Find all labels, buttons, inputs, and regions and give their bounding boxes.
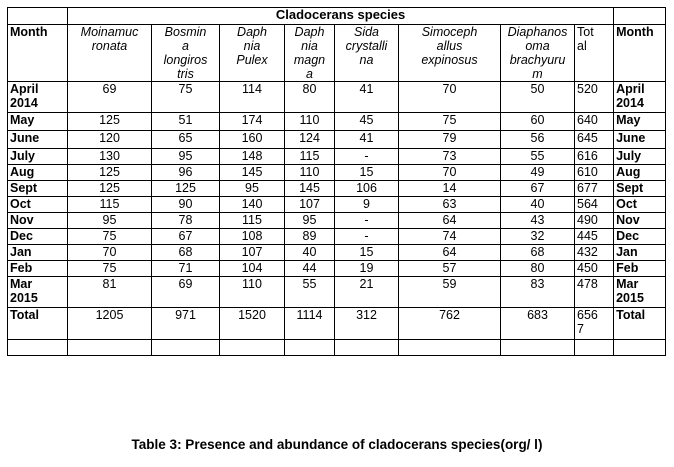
species-header	[68, 25, 152, 82]
value-cell: 312	[335, 308, 399, 340]
value-cell: 96	[152, 165, 220, 181]
empty-cell	[68, 340, 152, 356]
value-cell: 110	[285, 113, 335, 131]
value-cell: 19	[335, 261, 399, 277]
value-cell: -	[335, 213, 399, 229]
cell-line: magn	[293, 53, 326, 67]
value-cell: 148	[220, 149, 285, 165]
month-cell	[8, 197, 68, 213]
value-cell: 51	[152, 113, 220, 131]
value-cell: 120	[68, 131, 152, 149]
value-cell: 130	[68, 149, 152, 165]
cell-line: ronata	[91, 39, 128, 53]
group-title: Cladocerans species	[68, 8, 614, 25]
value-cell: 71	[152, 261, 220, 277]
corner-cell	[8, 8, 68, 25]
month-cell	[8, 245, 68, 261]
month-cell-right	[614, 197, 666, 213]
month-cell-right	[614, 261, 666, 277]
cell-line: Moinamuc	[80, 25, 139, 39]
value-cell: 49	[501, 165, 575, 181]
value-cell: 115	[68, 197, 152, 213]
value-cell: 75	[68, 229, 152, 245]
value-cell: 44	[285, 261, 335, 277]
empty-cell	[152, 340, 220, 356]
cell-line: 520	[577, 82, 598, 96]
cell-line: May	[616, 113, 641, 127]
table-row	[8, 197, 666, 213]
table-row	[8, 261, 666, 277]
value-cell: 74	[399, 229, 501, 245]
cell-line: Oct	[616, 197, 637, 211]
value-cell: 32	[501, 229, 575, 245]
cell-line: 616	[577, 149, 598, 163]
cell-line: April	[10, 82, 39, 96]
value-cell: 762	[399, 308, 501, 340]
total-cell	[575, 131, 614, 149]
value-cell: 1520	[220, 308, 285, 340]
cell-line: 445	[577, 229, 598, 243]
month-cell	[8, 308, 68, 340]
cell-line: Feb	[616, 261, 639, 275]
cell-line: crystalli	[345, 39, 388, 53]
value-cell: 95	[220, 181, 285, 197]
month-cell-right	[614, 82, 666, 113]
cell-line: Jan	[10, 245, 32, 259]
value-cell: 70	[399, 82, 501, 113]
value-cell: 95	[68, 213, 152, 229]
value-cell: 41	[335, 131, 399, 149]
cell-line: Nov	[10, 213, 34, 227]
value-cell: 110	[220, 277, 285, 308]
species-header	[285, 25, 335, 82]
month-cell-right	[614, 229, 666, 245]
value-cell: 60	[501, 113, 575, 131]
cell-line: Feb	[10, 261, 33, 275]
value-cell: 107	[220, 245, 285, 261]
value-cell: 65	[152, 131, 220, 149]
cell-line: July	[616, 149, 642, 163]
cell-line: Total	[10, 308, 39, 322]
cell-line: Mar	[616, 277, 639, 291]
cell-line: expinosus	[421, 53, 478, 67]
value-cell: 50	[501, 82, 575, 113]
value-cell: 68	[152, 245, 220, 261]
value-cell: 15	[335, 165, 399, 181]
empty-cell	[501, 340, 575, 356]
value-cell: 15	[335, 245, 399, 261]
value-cell: 55	[501, 149, 575, 165]
cell-line: Aug	[616, 165, 641, 179]
cell-line: 564	[577, 197, 598, 211]
cladocerans-table	[7, 7, 666, 356]
month-cell	[8, 277, 68, 308]
species-header	[399, 25, 501, 82]
value-cell: 145	[220, 165, 285, 181]
value-cell: 160	[220, 131, 285, 149]
value-cell: 69	[152, 277, 220, 308]
value-cell: 125	[68, 181, 152, 197]
table-row	[8, 82, 666, 113]
month-cell	[8, 213, 68, 229]
month-cell	[8, 149, 68, 165]
month-cell	[8, 165, 68, 181]
cell-line: 2014	[616, 96, 644, 110]
value-cell: 59	[399, 277, 501, 308]
value-cell: -	[335, 149, 399, 165]
cell-line: 2015	[616, 291, 644, 305]
cell-line: Diaphanos	[507, 25, 568, 39]
table-row	[8, 165, 666, 181]
cell-line: Daph	[294, 25, 325, 39]
corner-cell	[614, 8, 666, 25]
value-cell: 64	[399, 213, 501, 229]
header-row	[8, 25, 666, 82]
value-cell: 55	[285, 277, 335, 308]
value-cell: 14	[399, 181, 501, 197]
cell-line: Jan	[616, 245, 638, 259]
value-cell: 124	[285, 131, 335, 149]
value-cell: 110	[285, 165, 335, 181]
value-cell: 83	[501, 277, 575, 308]
cell-line: Sida	[353, 25, 380, 39]
cell-line: Pulex	[236, 53, 268, 67]
species-header	[335, 25, 399, 82]
table-row	[8, 277, 666, 308]
value-cell: 40	[501, 197, 575, 213]
value-cell: 78	[152, 213, 220, 229]
value-cell: 75	[68, 261, 152, 277]
cell-line: longiros	[163, 53, 208, 67]
cell-line: 478	[577, 277, 598, 291]
cell-line: Total	[616, 308, 646, 322]
value-cell: 89	[285, 229, 335, 245]
value-cell: 125	[68, 113, 152, 131]
species-header	[152, 25, 220, 82]
cell-line: tris	[177, 67, 194, 81]
empty-cell	[575, 340, 614, 356]
cell-line: Aug	[10, 165, 35, 179]
total-cell	[575, 197, 614, 213]
value-cell: 64	[399, 245, 501, 261]
cell-line: Tot	[577, 25, 594, 39]
cell-line: 2015	[10, 291, 38, 305]
month-cell-right	[614, 165, 666, 181]
value-cell: 115	[220, 213, 285, 229]
cell-line: 645	[577, 131, 598, 145]
cell-line: June	[10, 131, 40, 145]
value-cell: 104	[220, 261, 285, 277]
value-cell: 80	[501, 261, 575, 277]
cell-line: Nov	[616, 213, 640, 227]
cell-line: Mar	[10, 277, 33, 291]
cell-line: July	[10, 149, 36, 163]
cell-line: 656	[577, 308, 598, 322]
total-cell	[575, 308, 614, 340]
total-header	[575, 25, 614, 82]
value-cell: 106	[335, 181, 399, 197]
cell-line: Sept	[10, 181, 38, 195]
month-cell-right	[614, 308, 666, 340]
total-cell	[575, 245, 614, 261]
empty-cell	[614, 340, 666, 356]
table-body	[8, 8, 666, 356]
species-header	[220, 25, 285, 82]
value-cell: 70	[399, 165, 501, 181]
value-cell: 174	[220, 113, 285, 131]
empty-cell	[220, 340, 285, 356]
total-cell	[575, 213, 614, 229]
value-cell: 114	[220, 82, 285, 113]
value-cell: 69	[68, 82, 152, 113]
month-cell	[8, 181, 68, 197]
month-cell-right	[614, 149, 666, 165]
value-cell: 971	[152, 308, 220, 340]
total-cell	[575, 149, 614, 165]
total-cell	[575, 277, 614, 308]
table-row	[8, 131, 666, 149]
table-row	[8, 213, 666, 229]
value-cell: 67	[152, 229, 220, 245]
value-cell: -	[335, 229, 399, 245]
cell-line: 677	[577, 181, 598, 195]
cell-line: April	[616, 82, 645, 96]
cell-line: Oct	[10, 197, 31, 211]
value-cell: 145	[285, 181, 335, 197]
value-cell: 73	[399, 149, 501, 165]
cell-line: Simoceph	[421, 25, 478, 39]
empty-cell	[399, 340, 501, 356]
total-cell	[575, 181, 614, 197]
value-cell: 63	[399, 197, 501, 213]
cell-line: 610	[577, 165, 598, 179]
value-cell: 75	[152, 82, 220, 113]
cell-line: nia	[301, 39, 318, 53]
empty-cell	[335, 340, 399, 356]
total-cell	[575, 113, 614, 131]
month-header: Month	[8, 25, 68, 82]
cell-line: a	[306, 67, 313, 81]
table-row	[8, 245, 666, 261]
value-cell: 57	[399, 261, 501, 277]
value-cell: 115	[285, 149, 335, 165]
value-cell: 125	[68, 165, 152, 181]
value-cell: 107	[285, 197, 335, 213]
cell-line: Dec	[10, 229, 33, 243]
cell-line: allus	[436, 39, 463, 53]
month-header-right: Month	[614, 25, 666, 82]
cell-line: Bosmin	[164, 25, 207, 39]
empty-cell	[285, 340, 335, 356]
cell-line: 7	[577, 322, 584, 336]
value-cell: 81	[68, 277, 152, 308]
value-cell: 95	[285, 213, 335, 229]
month-cell	[8, 229, 68, 245]
cell-line: m	[532, 67, 543, 81]
table-row	[8, 149, 666, 165]
total-cell	[575, 165, 614, 181]
value-cell: 9	[335, 197, 399, 213]
cell-line: oma	[525, 39, 550, 53]
cell-line: 450	[577, 261, 598, 275]
value-cell: 75	[399, 113, 501, 131]
species-header	[501, 25, 575, 82]
empty-row	[8, 340, 666, 356]
value-cell: 43	[501, 213, 575, 229]
month-cell-right	[614, 245, 666, 261]
cell-line: 640	[577, 113, 598, 127]
value-cell: 1205	[68, 308, 152, 340]
month-cell	[8, 113, 68, 131]
cell-line: Dec	[616, 229, 640, 243]
cell-line: Sept	[616, 181, 644, 195]
value-cell: 68	[501, 245, 575, 261]
month-cell-right	[614, 181, 666, 197]
value-cell: 140	[220, 197, 285, 213]
value-cell: 56	[501, 131, 575, 149]
month-cell-right	[614, 131, 666, 149]
cell-line: brachyuru	[509, 53, 566, 67]
cell-line: 432	[577, 245, 598, 259]
table-row	[8, 308, 666, 340]
total-cell	[575, 261, 614, 277]
cell-line: 2014	[10, 96, 38, 110]
value-cell: 41	[335, 82, 399, 113]
value-cell: 1114	[285, 308, 335, 340]
value-cell: 80	[285, 82, 335, 113]
value-cell: 70	[68, 245, 152, 261]
month-cell-right	[614, 213, 666, 229]
cell-line: 490	[577, 213, 598, 227]
month-cell	[8, 261, 68, 277]
month-cell	[8, 131, 68, 149]
empty-cell	[8, 340, 68, 356]
cell-line: a	[182, 39, 189, 53]
table-row	[8, 229, 666, 245]
month-cell	[8, 82, 68, 113]
value-cell: 40	[285, 245, 335, 261]
value-cell: 125	[152, 181, 220, 197]
cell-line: June	[616, 131, 646, 145]
table-caption: Table 3: Presence and abundance of cladocerans species(org/ l)	[131, 437, 543, 452]
value-cell: 45	[335, 113, 399, 131]
cell-line: Daph	[237, 25, 267, 39]
month-cell-right	[614, 113, 666, 131]
total-cell	[575, 82, 614, 113]
cell-line: May	[10, 113, 35, 127]
cell-line: al	[577, 39, 587, 53]
value-cell: 95	[152, 149, 220, 165]
value-cell: 90	[152, 197, 220, 213]
cell-line: na	[359, 53, 374, 67]
value-cell: 683	[501, 308, 575, 340]
value-cell: 67	[501, 181, 575, 197]
cell-line: nia	[243, 39, 261, 53]
value-cell: 79	[399, 131, 501, 149]
month-cell-right	[614, 277, 666, 308]
table-row	[8, 181, 666, 197]
total-cell	[575, 229, 614, 245]
value-cell: 21	[335, 277, 399, 308]
table-row	[8, 113, 666, 131]
value-cell: 108	[220, 229, 285, 245]
